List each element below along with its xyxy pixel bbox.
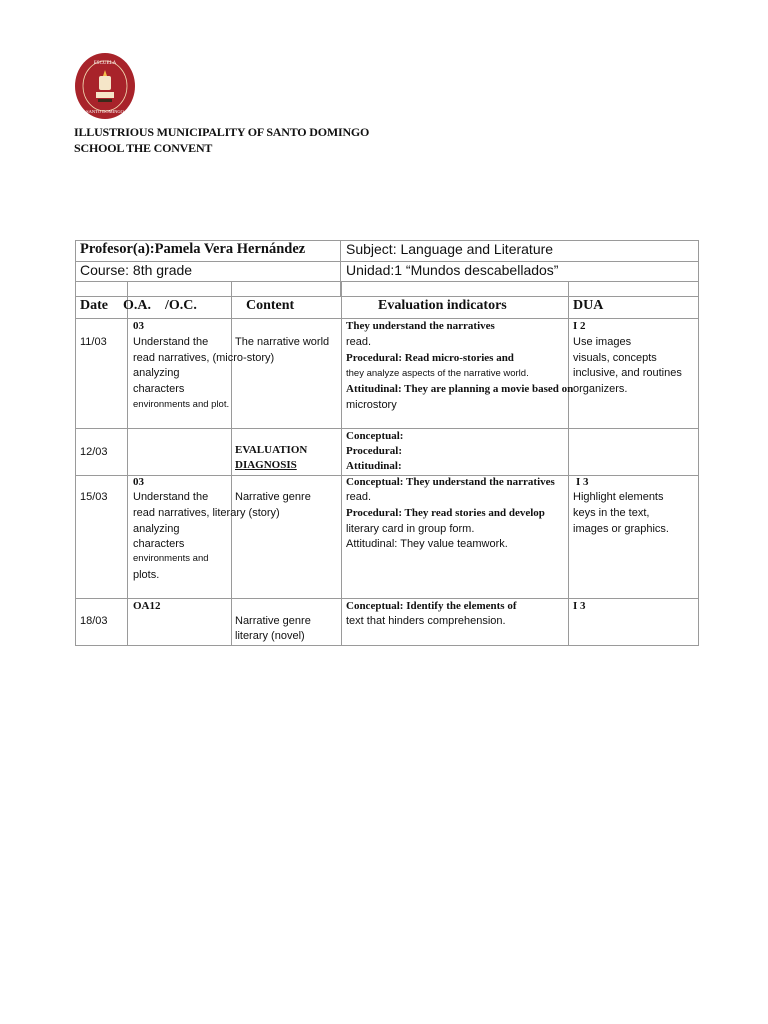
- indicator-line: Procedural:: [346, 445, 403, 457]
- content-line: The narrative world: [235, 336, 330, 348]
- dua-line: visuals, concepts: [573, 352, 657, 364]
- dua-code: I 2: [573, 320, 586, 332]
- indicator-line: microstory: [346, 399, 397, 411]
- oa-code: 03: [133, 320, 144, 332]
- teacher-name: Profesor(a):Pamela Vera Hernández: [80, 241, 306, 257]
- school-name: SCHOOL THE CONVENT: [74, 141, 213, 155]
- dua-line: inclusive, and routines: [573, 367, 682, 379]
- row-date: 12/03: [80, 446, 108, 458]
- dua-line: organizers.: [573, 383, 628, 395]
- dua-code: I 3: [573, 600, 586, 612]
- indicator-line: Procedural: Read micro-stories and: [346, 352, 514, 364]
- svg-text:ESCUELA: ESCUELA: [93, 61, 117, 66]
- col-date-header: Date: [80, 298, 108, 313]
- oa-line: read narratives, literary (story): [133, 507, 280, 519]
- oa-line: Understand the: [133, 491, 209, 503]
- oa-line: characters: [133, 538, 185, 550]
- indicator-line: read.: [346, 491, 372, 503]
- row-date: 15/03: [80, 491, 108, 503]
- oa-line: analyzing: [133, 523, 180, 535]
- oa-line: read narratives, (micro-story): [133, 352, 275, 364]
- oa-line: characters: [133, 383, 185, 395]
- dua-line: keys in the text,: [573, 507, 650, 519]
- dua-line: images or graphics.: [573, 523, 669, 535]
- indicator-line: literary card in group form.: [346, 523, 475, 535]
- row-date: 11/03: [80, 336, 107, 348]
- municipality-name: ILLUSTRIOUS MUNICIPALITY OF SANTO DOMINGO: [74, 125, 370, 139]
- indicator-line: Conceptual:: [346, 430, 404, 442]
- oa-line: environments and plot.: [133, 399, 230, 410]
- content-line: Narrative genre: [235, 491, 311, 503]
- col-dua-header: DUA: [573, 298, 604, 313]
- oa-code: 03: [133, 476, 144, 488]
- course: Course: 8th grade: [80, 262, 193, 278]
- indicator-line: Conceptual: They understand the narratives: [346, 476, 555, 488]
- col-oa-header: O.A.: [123, 298, 151, 313]
- school-logo: [74, 52, 136, 120]
- dua-code: I 3: [576, 476, 589, 488]
- col-oc-header: /O.C.: [165, 298, 197, 313]
- indicator-line: Attitudinal: They are planning a movie based on: [346, 383, 574, 395]
- content-line: literary (novel): [235, 630, 305, 642]
- oa-line: environments and: [133, 553, 209, 564]
- indicator-line: Attitudinal:: [346, 460, 402, 472]
- svg-text:SANTO DOMINGO: SANTO DOMINGO: [86, 109, 124, 114]
- indicator-line: Attitudinal: They value teamwork.: [346, 538, 508, 550]
- oa-code: OA12: [133, 600, 161, 612]
- content-line: EVALUATION: [235, 444, 308, 456]
- indicator-line: Procedural: They read stories and develop: [346, 507, 545, 519]
- indicator-line: they analyze aspects of the narrative world.: [346, 368, 529, 379]
- oa-line: analyzing: [133, 367, 180, 379]
- unit: Unidad:1 “Mundos descabellados”: [346, 262, 559, 278]
- content-line: Narrative genre: [235, 615, 311, 627]
- dua-line: Use images: [573, 336, 632, 348]
- oa-line: plots.: [133, 569, 160, 581]
- content-line: DIAGNOSIS: [235, 459, 297, 471]
- indicator-line: They understand the narratives: [346, 320, 495, 332]
- oa-line: Understand the: [133, 336, 209, 348]
- indicator-line: read.: [346, 336, 372, 348]
- indicator-line: Conceptual: Identify the elements of: [346, 600, 517, 612]
- row-date: 18/03: [80, 615, 108, 627]
- org-header: [74, 124, 369, 156]
- dua-line: Highlight elements: [573, 491, 664, 503]
- col-content-header: Content: [246, 298, 295, 313]
- subject: Subject: Language and Literature: [346, 241, 554, 257]
- indicator-line: text that hinders comprehension.: [346, 615, 506, 627]
- col-indicators-header: Evaluation indicators: [378, 298, 507, 313]
